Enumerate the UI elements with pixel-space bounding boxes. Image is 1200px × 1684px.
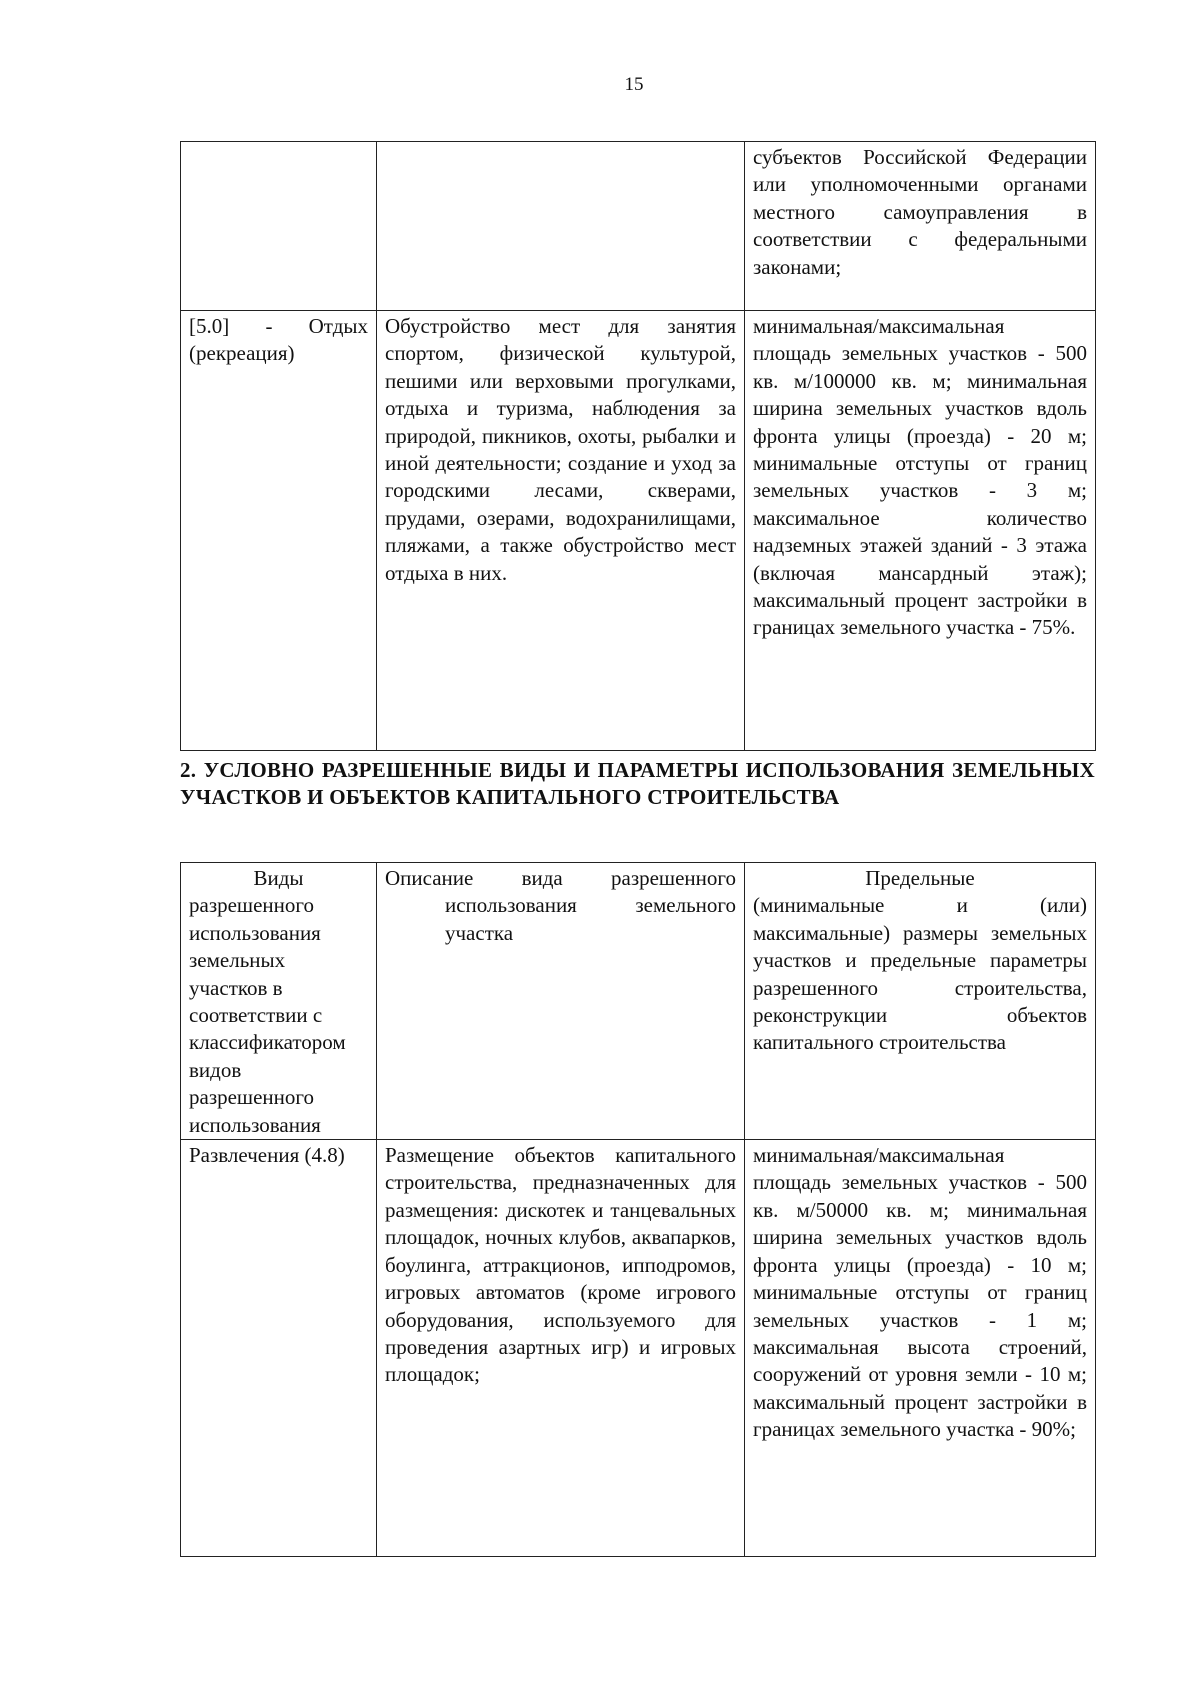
table-cell-description: Размещение объектов капитального строительства, предназначенных для размещения: дискотек и танцевальных площадок, ночных клубов, аквапарков, боулинга, аттракционов, ипподромов, игровых автоматов (кроме игрового оборудования, используемого для проведения азартных игр) и игровых площадок; [377,1140,745,1557]
page-number: 15 [624,74,644,95]
table-row [181,311,1096,751]
conditional-uses-table [180,862,1096,1557]
regulations-table-continued [180,141,1096,751]
header-cell-parameters-rest: (минимальные и (или) максимальные) размеры земельных участков и предельные параметры разрешенного строительства, реконструкции объектов капитального строительства [753,893,1087,1055]
table-cell-parameters: минимальная/максимальная площадь земельных участков - 500 кв. м/50000 кв. м; минимальная ширина земельных участков вдоль фронта улицы (проезда) - 10 м; минимальные отступы от границ земельных участков - 1 м; максимальная высота строений, сооружений от уровня земли - 10 м; максимальный процент застройки в границах земельного участка - 90%; [745,1140,1096,1557]
table-row [181,142,1096,311]
table-cell-use-type: Развлечения (4.8) [181,1140,377,1557]
table-header-row [181,863,1096,1140]
header-cell-parameters-first: Предельные [865,866,975,890]
header-cell-use-type-rest: разрешенного использования земельных участков в соответствии с классификатором видов разрешенного использования [189,893,346,1137]
table-cell-description [377,142,745,311]
table-row [181,1140,1096,1557]
header-cell-description [377,863,745,1140]
table-cell-parameters: субъектов Российской Федерации или уполномоченными органами местного самоуправления в соответствии с федеральными законами; [745,142,1096,311]
section-heading: 2. УСЛОВНО РАЗРЕШЕННЫЕ ВИДЫ И ПАРАМЕТРЫ ИСПОЛЬЗОВАНИЯ ЗЕМЕЛЬНЫХ УЧАСТКОВ И ОБЪЕКТОВ КАПИТАЛЬНОГО СТРОИТЕЛЬСТВА [180,758,1095,809]
table-cell-parameters: минимальная/максимальная площадь земельных участков - 500 кв. м/100000 кв. м; минимальная ширина земельных участков вдоль фронта улицы (проезда) - 20 м; минимальные отступы от границ земельных участков - 3 м; максимальное количество надземных этажей зданий - 3 этажа (включая мансардный этаж); максимальный процент застройки в границах земельного участка - 75%. [745,311,1096,751]
table-cell-description: Обустройство мест для занятия спортом, физической культурой, пешими или верховыми прогулками, отдыха и туризма, наблюдения за природой, пикников, охоты, рыбалки и иной деятельности; создание и уход за городскими лесами, скверами, прудами, озерами, водохранилищами, пляжами, а также обустройство мест отдыха в них. [377,311,745,751]
table-cell-use-type [181,142,377,311]
header-cell-use-type [181,863,377,1140]
table-cell-use-type: [5.0] - Отдых (рекреация) [181,311,377,751]
header-cell-use-type-first: Виды [253,866,304,890]
header-cell-description-text: Описание вида разрешенного использования земельного участка [385,866,736,945]
header-cell-parameters [745,863,1096,1140]
